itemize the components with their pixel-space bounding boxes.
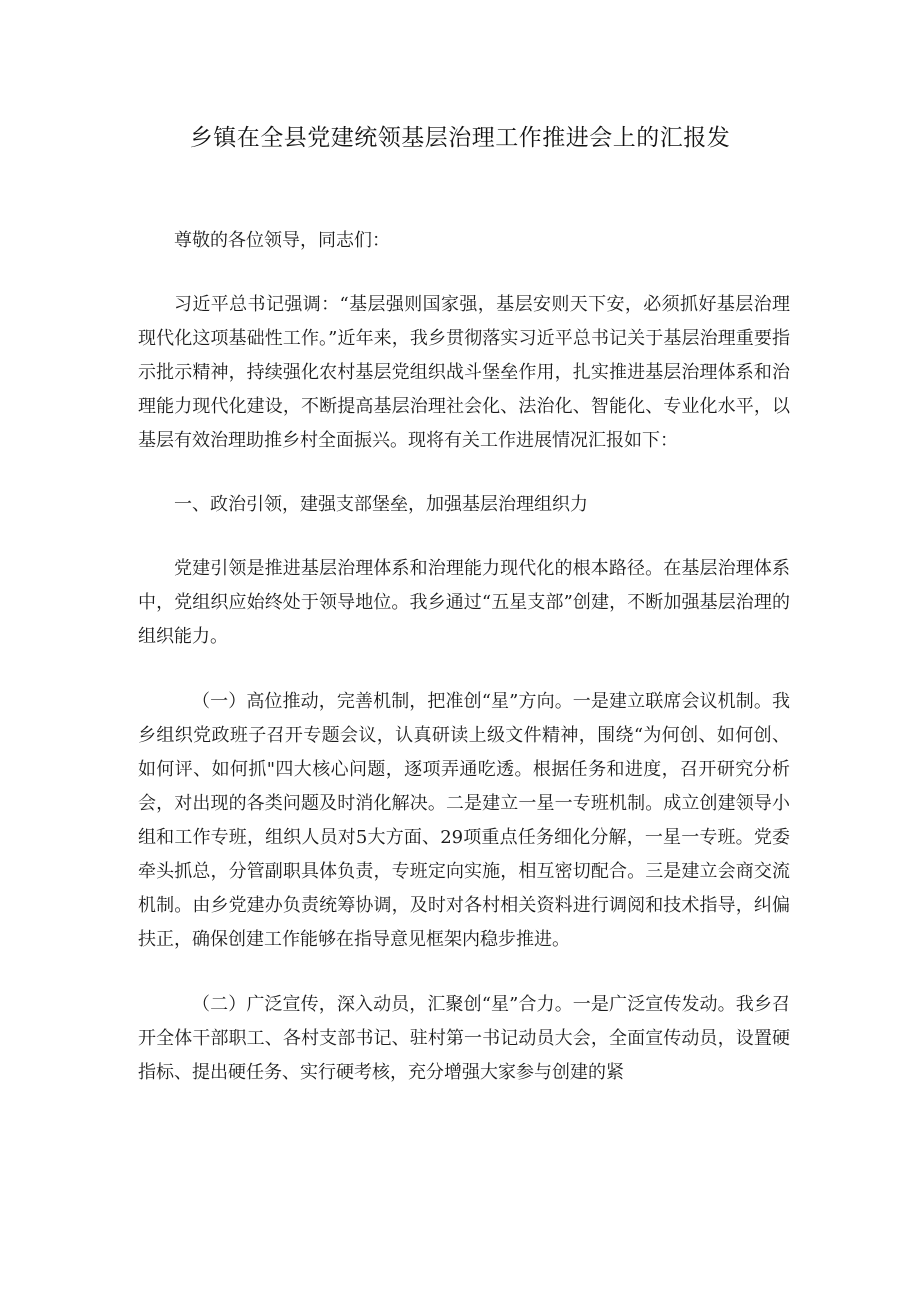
document-body bbox=[138, 224, 790, 1090]
paragraph-subsection-1: （一）高位推动，完善机制，把准创“星”方向。一是建立联席会议机制。我乡组织党政班子召开专题会议，认真研读上级文件精神，围绕“为何创、如何创、如何评、如何抓"四大核心问题，逐项弄通吃透。根据任务和进度，召开研究分析会，对出现的各类问题及时消化解决。二是建立一星一专班机制。成立创建领导小组和工作专班，组织人员对5大方面、29项重点任务细化分解，一星一专班。党委牵头抓总，分管副职具体负责，专班定向实施，相互密切配合。三是建立会商交流机制。由乡党建办负责统筹协调，及时对各村相关资料进行调阅和技术指导，纠偏扶正，确保创建工作能够在指导意见框架内稳步推进。 bbox=[138, 691, 790, 950]
section-heading-1: 一、政治引领，建强支部堡垒，加强基层治理组织力 bbox=[174, 494, 588, 515]
paragraph-intro: 习近平总书记强调：“基层强则国家强，基层安则天下安，必须抓好基层治理现代化这项基础性工作。”近年来，我乡贯彻落实习近平总书记关于基层治理重要指示批示精神，持续强化农村基层党组织战斗堡垒作用，扎实推进基层治理体系和治理能力现代化建设，不断提高基层治理社会化、法治化、智能化、专业化水平，以基层有效治理助推乡村全面振兴。现将有关工作进展情况汇报如下： bbox=[138, 294, 790, 451]
paragraph-subsection-2: （二）广泛宣传，深入动员，汇聚创“星”合力。一是广泛宣传发动。我乡召开全体干部职工、各村支部书记、驻村第一书记动员大会，全面宣传动员，设置硬指标、提出硬任务、实行硬考核，充分增强大家参与创建的紧 bbox=[138, 994, 790, 1083]
salutation: 尊敬的各位领导，同志们： bbox=[174, 230, 390, 251]
paragraph-section-1: 党建引领是推进基层治理体系和治理能力现代化的根本路径。在基层治理体系中，党组织应始终处于领导地位。我乡通过“五星支部”创建，不断加强基层治理的组织能力。 bbox=[138, 558, 790, 647]
document-title: 乡镇在全县党建统领基层治理工作推进会上的汇报发 bbox=[189, 125, 731, 151]
